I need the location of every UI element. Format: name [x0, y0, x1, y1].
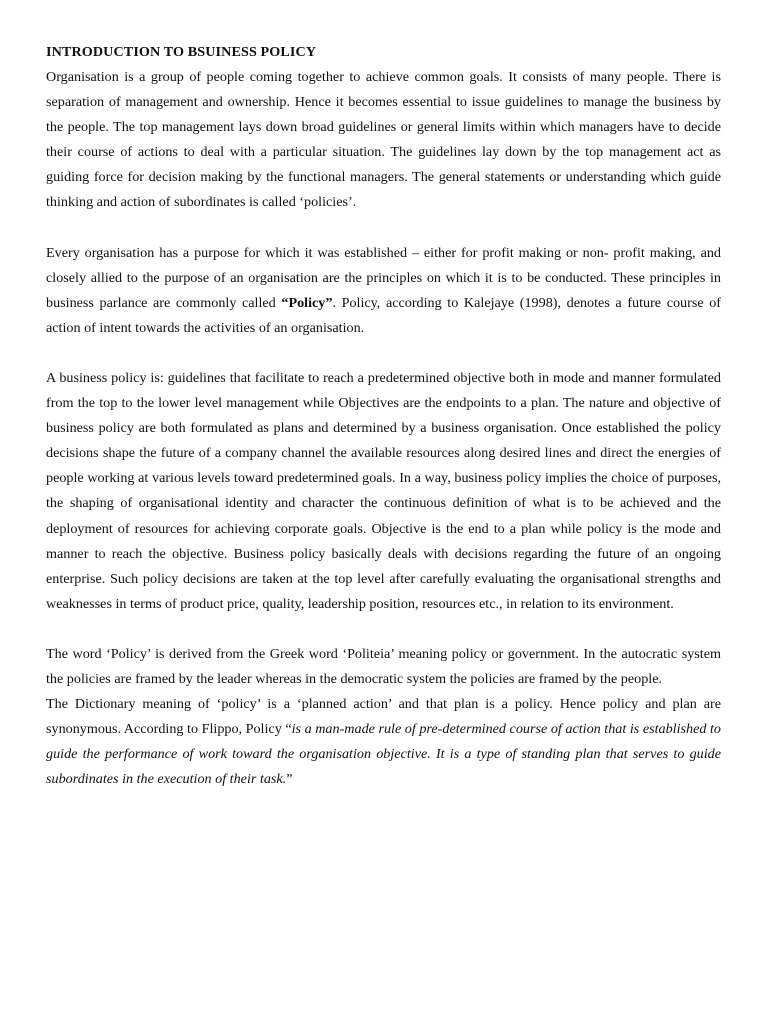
paragraph-dictionary-meaning: [46, 692, 721, 792]
document-page: [46, 40, 721, 792]
paragraph-purpose-text-end: . Policy, according to Kalejaye (1998), denotes a future course of action of intent towards the activities of an organisation.: [46, 294, 721, 336]
paragraph-purpose: [46, 241, 721, 341]
policy-term: “Policy”: [281, 294, 333, 311]
paragraph-dictionary-text: The Dictionary meaning of ‘policy’ is a ‘planned action’ and that plan is a policy. Hence policy and plan are synonymous. According to Flippo, Policy “: [46, 696, 721, 738]
closing-quote: ”: [286, 771, 293, 788]
paragraph-word-origin: The word ‘Policy’ is derived from the Greek word ‘Politeia’ meaning policy or government. In the autocratic system the policies are framed by the leader whereas in the democratic system the policies are framed by the people.: [46, 645, 721, 687]
paragraph-purpose-text: Every organisation has a purpose for which it was established – either for profit making or non- profit making, and closely allied to the purpose of an organisation are the principles on which it is to be conducted. These principles in business parlance are commonly called: [46, 244, 721, 311]
flippo-quote: is a man-made rule of pre-determined course of action that is established to guide the performance of work toward the organisation objective. It is a type of standing plan that serves to guide subordinates in the execution of their task.: [46, 721, 721, 788]
paragraph-business-policy: A business policy is: guidelines that facilitate to reach a predetermined objective both in mode and manner formulated from the top to the lower level management while Objectives are the endpoints to a plan. The nature and objective of business policy are both formulated as plans and determined by a business organisation. Once established the policy decisions shape the future of a company channel the available resources along desired lines and direct the energies of people working at various levels toward predetermined goals. In a way, business policy implies the choice of purposes, the shaping of organisational identity and character the continuous definition of what is to be achieved and the deployment of resources for achieving corporate goals. Objective is the end to a plan while policy is the mode and manner to reach the objective. Business policy basically deals with decisions regarding the future of an ongoing enterprise. Such policy decisions are taken at the top level after carefully evaluating the organisational strengths and weaknesses in terms of product price, quality, leadership position, resources etc., in relation to its environment.: [46, 369, 721, 612]
document-title: INTRODUCTION TO BSUINESS POLICY: [46, 44, 317, 60]
paragraph-organisation: Organisation is a group of people coming together to achieve common goals. It consists of many people. There is separation of management and ownership. Hence it becomes essential to issue guidelines to manage the business by the people. The top management lays down broad guidelines or general limits within which managers have to decide their course of actions to deal with a particular situation. The guidelines lay down by the top management act as guiding force for decision making by the functional managers. The general statements or understanding which guide thinking and action of subordinates is called ‘policies’.: [46, 69, 721, 211]
